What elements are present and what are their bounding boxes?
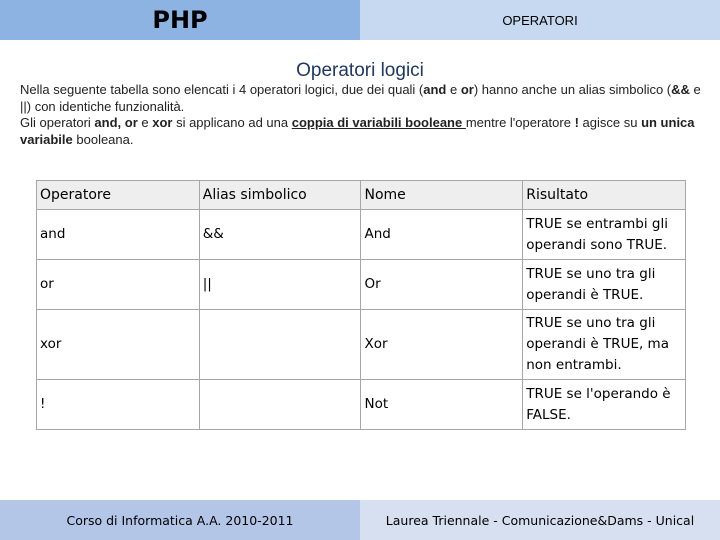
table-row (37, 210, 686, 260)
header-right (360, 0, 720, 40)
footer-right (360, 500, 720, 540)
intro-text-fragment: e ||) con identiche funzionalità. (20, 82, 701, 114)
table-cell: && (199, 210, 361, 260)
intro-text-fragment: agisce su (578, 115, 642, 130)
intro-text-fragment: ) hanno anche un alias simbolico ( (473, 82, 672, 97)
intro-text (20, 82, 710, 148)
keyword-or: or (460, 82, 474, 97)
keyword-unica-variabile: un unica variabile (20, 115, 695, 147)
keyword-amp: && (671, 82, 690, 97)
table-cell: TRUE se l'operando è FALSE. (523, 380, 686, 430)
table-row (37, 380, 686, 430)
footer-course: Corso di Informatica A.A. 2010-2011 (66, 512, 294, 528)
table-cell: xor (37, 310, 200, 380)
table-cell: ! (37, 380, 200, 430)
footer-degree: Laurea Triennale - Comunicazione&Dams - Unical (385, 512, 695, 528)
table-cell: TRUE se entrambi gli operandi sono TRUE. (523, 210, 686, 260)
page-title: Operatori logici (296, 60, 424, 81)
table-cell (199, 380, 361, 430)
intro-text-fragment: mentre l'operatore (465, 115, 575, 130)
header-php: PHP (152, 6, 208, 34)
footer-left (0, 500, 360, 540)
intro-text-fragment: e (446, 82, 461, 97)
table-cell: Not (361, 380, 523, 430)
table-cell: or (37, 260, 200, 310)
table-cell: and (37, 210, 200, 260)
header-operatori: OPERATORI (502, 12, 578, 28)
table-cell: TRUE se uno tra gli operandi è TRUE, ma non entrambi. (523, 310, 686, 380)
header-cell: Nome (361, 181, 523, 210)
table-cell: Or (361, 260, 523, 310)
table-row (37, 260, 686, 310)
header-cell: Risultato (523, 181, 686, 210)
operators-table (36, 180, 686, 430)
intro-text-fragment: e (137, 115, 153, 130)
keyword-coppia: coppia di variabili booleane (291, 115, 466, 130)
keyword-not: ! (574, 115, 579, 130)
intro-text-fragment: si applicano ad una (172, 115, 292, 130)
intro-text-fragment: Nella seguente tabella sono elencati i 4 operatori logici, due dei quali ( (20, 82, 424, 97)
table-cell: || (199, 260, 361, 310)
keyword-and: and (423, 82, 447, 97)
intro-text-fragment: booleana. (72, 131, 134, 147)
keyword-xor: xor (152, 115, 173, 130)
header-cell: Operatore (37, 181, 200, 210)
table-cell: TRUE se uno tra gli operandi è TRUE. (523, 260, 686, 310)
table-cell: Xor (361, 310, 523, 380)
header-cell: Alias simbolico (199, 181, 361, 210)
intro-text-fragment: Gli operatori (20, 115, 95, 130)
keyword-and-or: and, or (94, 115, 138, 130)
table-cell (199, 310, 361, 380)
table-header-row (37, 181, 686, 210)
header-left (0, 0, 360, 40)
table-cell: And (361, 210, 523, 260)
table-row (37, 310, 686, 380)
